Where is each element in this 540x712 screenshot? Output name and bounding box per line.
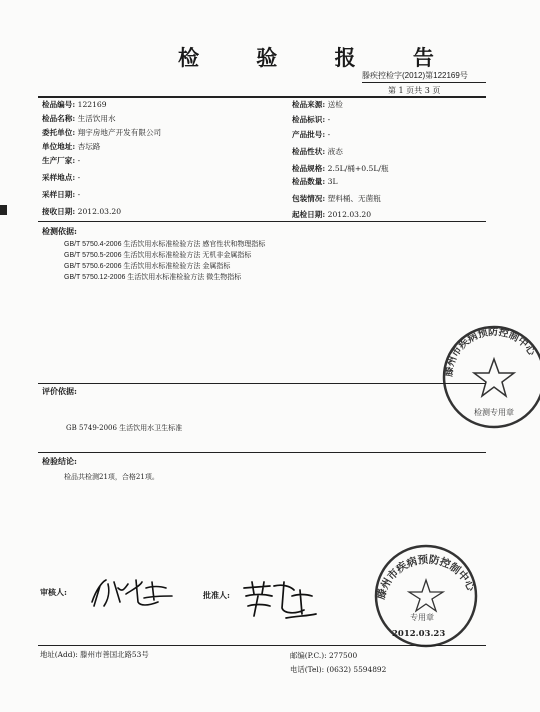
field-sample-name: 检品名称: 生活饮用水: [42, 114, 116, 123]
header-rule: [38, 96, 486, 98]
field-packaging: 包装情况: 塑料桶、无菌瓶: [292, 194, 381, 203]
conclusion-text: 检品共检测21项，合格21项。: [64, 473, 159, 481]
document-number: 滕疾控检字(2012)第122169号: [362, 71, 468, 80]
report-title: 检 验 报 告: [178, 45, 459, 70]
approver-signature: [240, 578, 320, 627]
svg-text:专用章: 专用章: [410, 613, 434, 622]
footer-address: 地址(Add): 滕州市善国北路53号: [40, 650, 149, 659]
official-seal-2: [370, 540, 480, 650]
field-receipt-date: 接收日期: 2012.03.20: [42, 207, 122, 216]
field-sampling-date: 采样日期: -: [42, 190, 81, 199]
method-item: GB/T 5750.5-2006 生活饮用水标准检验方法 无机非金属指标: [64, 252, 252, 259]
method-item: GB/T 5750.6-2006 生活饮用水标准检验方法 金属指标: [64, 263, 231, 270]
footer-phone: 电话(Tel): (0632) 5594892: [290, 665, 387, 674]
field-batch-number: 产品批号: -: [292, 130, 331, 139]
evaluation-rule: [38, 383, 486, 384]
reviewer-label: 审核人:: [40, 587, 67, 597]
docno-underline: [362, 82, 486, 83]
field-manufacturer: 生产厂家: -: [42, 156, 81, 165]
method-item: GB/T 5750.4-2006 生活饮用水标准检验方法 感官性状和物理指标: [64, 241, 266, 248]
field-sample-quantity: 检品数量: 3L: [292, 177, 338, 186]
scan-edge-mark: [0, 205, 7, 215]
reviewer-signature: [88, 572, 183, 618]
footer-postcode: 邮编(P.C.): 277500: [290, 651, 358, 660]
svg-text:检测专用章: 检测专用章: [474, 408, 514, 417]
field-client-address: 单位地址: 杏坛路: [42, 142, 101, 151]
field-sample-mark: 检品标识: -: [292, 115, 331, 124]
field-sample-state: 检品性状: 液态: [292, 147, 343, 156]
official-seal-1: [430, 315, 538, 435]
footer-rule: [38, 645, 486, 646]
evaluation-text: GB 5749-2006 生活饮用水卫生标准: [66, 424, 183, 432]
conclusion-rule: [38, 452, 486, 453]
field-sample-spec: 检品规格: 2.5L/桶+0.5L/瓶: [292, 164, 389, 173]
page-info: 第 1 页共 3 页: [388, 86, 441, 95]
field-client: 委托单位: 翔宇房地产开发有限公司: [42, 128, 162, 137]
conclusion-title: 检验结论:: [42, 456, 77, 466]
fields-rule: [38, 221, 486, 222]
field-sample-source: 检品来源: 送检: [292, 100, 343, 109]
methods-title: 检测依据:: [42, 226, 77, 236]
evaluation-title: 评价依据:: [42, 386, 77, 396]
svg-text:滕州市疾病预防控制中心: 滕州市疾病预防控制中心: [375, 553, 478, 601]
approver-label: 批准人:: [203, 590, 230, 600]
field-sample-number: 检品编号: 122169: [42, 100, 107, 109]
method-item: GB/T 5750.12-2006 生活饮用水标准检验方法 微生物指标: [64, 274, 242, 281]
field-test-start-date: 起检日期: 2012.03.20: [292, 210, 372, 219]
svg-text:2012.03.23: 2012.03.23: [392, 629, 446, 639]
field-sampling-site: 采样地点: -: [42, 173, 81, 182]
svg-text:滕州市疾病预防控制中心: 滕州市疾病预防控制中心: [443, 326, 538, 378]
